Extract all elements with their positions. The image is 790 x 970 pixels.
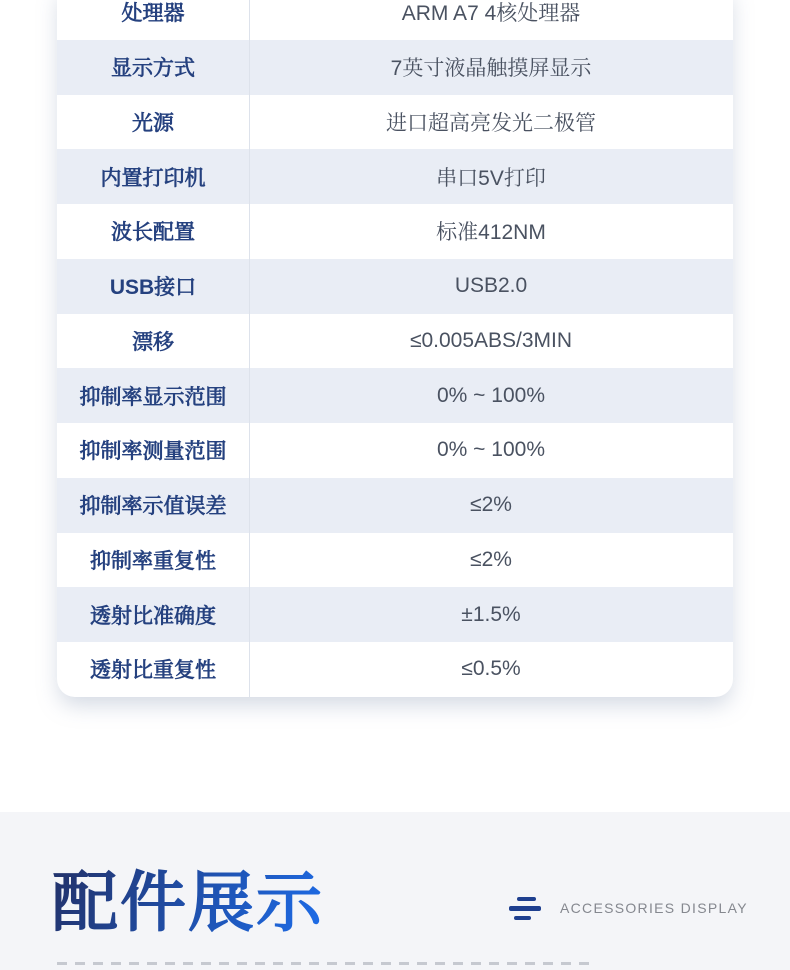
spec-value: 0% ~ 100% bbox=[437, 438, 545, 462]
spec-table bbox=[57, 0, 733, 697]
table-row bbox=[57, 95, 733, 150]
spec-value: ≤2% bbox=[470, 493, 512, 517]
spec-label: 波长配置 bbox=[111, 221, 195, 245]
spec-value: ≤0.005ABS/3MIN bbox=[409, 328, 573, 352]
spec-table-rows bbox=[57, 0, 733, 697]
column-divider bbox=[249, 0, 250, 697]
spec-label: 光源 bbox=[132, 111, 174, 135]
spec-value: ARM A7 4核处理器 bbox=[401, 2, 581, 26]
spec-label: 内置打印机 bbox=[100, 166, 206, 190]
table-row bbox=[57, 314, 733, 369]
table-row bbox=[57, 533, 733, 588]
table-row bbox=[57, 204, 733, 259]
spec-label: 抑制率重复性 bbox=[90, 549, 216, 573]
table-row bbox=[57, 368, 733, 423]
table-row bbox=[57, 642, 733, 697]
triple-lines-icon bbox=[508, 895, 542, 921]
spec-label: 显示方式 bbox=[111, 57, 195, 81]
spec-label: 抑制率测量范围 bbox=[79, 440, 227, 464]
spec-value: 标准412NM bbox=[436, 221, 546, 245]
spec-label: USB接口 bbox=[109, 276, 197, 300]
spec-value: 7英寸液晶触摸屏显示 bbox=[390, 57, 592, 81]
table-row bbox=[57, 149, 733, 204]
accessories-subtitle-group bbox=[508, 893, 748, 923]
spec-value: 串口5V打印 bbox=[436, 166, 546, 190]
table-row bbox=[57, 423, 733, 478]
spec-label: 处理器 bbox=[121, 2, 185, 26]
table-row bbox=[57, 259, 733, 314]
spec-label: 抑制率示值误差 bbox=[79, 495, 227, 519]
table-row bbox=[57, 587, 733, 642]
spec-value: 进口超高亮发光二极管 bbox=[386, 111, 596, 135]
spec-label: 抑制率显示范围 bbox=[79, 385, 227, 409]
spec-label: 漂移 bbox=[132, 330, 174, 354]
accessories-section-subtitle: ACCESSORIES DISPLAY bbox=[560, 900, 748, 916]
spec-value: USB2.0 bbox=[454, 274, 528, 298]
dashed-separator bbox=[57, 962, 594, 965]
icon-bar-middle bbox=[509, 906, 541, 911]
spec-value: ≤2% bbox=[470, 547, 512, 571]
icon-bar-bottom bbox=[514, 916, 531, 920]
spec-label: 透射比重复性 bbox=[90, 659, 216, 683]
table-row bbox=[57, 478, 733, 533]
spec-value: ≤0.5% bbox=[461, 657, 521, 681]
spec-label: 透射比准确度 bbox=[90, 604, 216, 628]
icon-bar-top bbox=[517, 897, 536, 901]
table-row bbox=[57, 40, 733, 95]
spec-value: 0% ~ 100% bbox=[437, 383, 545, 407]
table-row bbox=[57, 0, 733, 40]
accessories-section-title: 配件展示 bbox=[52, 865, 324, 939]
spec-value: ±1.5% bbox=[461, 602, 521, 626]
